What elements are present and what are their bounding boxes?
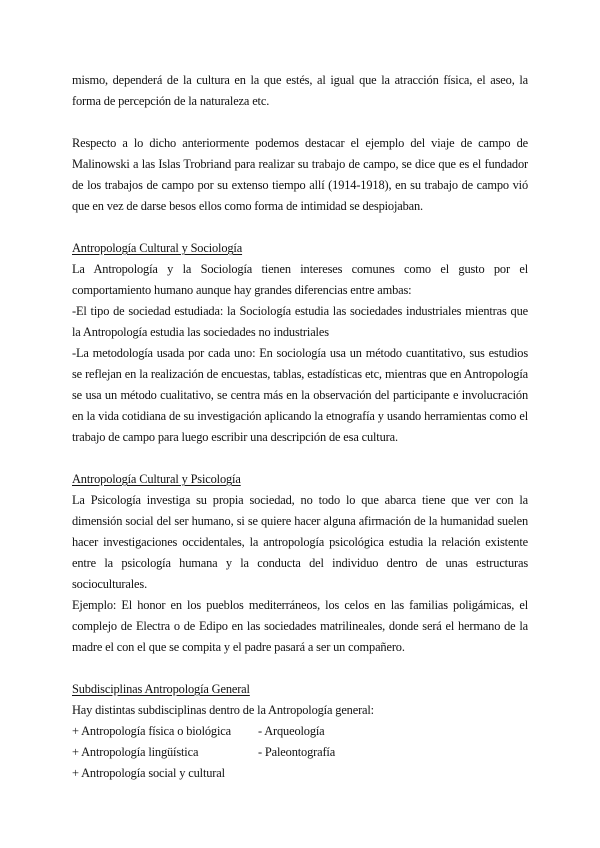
sociologia-paragraph: -La metodología usada por cada uno: En sociología usa un método cuantitativo, sus estudios se reflejan en la realización de encuestas, tablas, estadísticas etc, mientras que en Antropología se usa un método cualitativo, se centra más en la observación del participante e involucración en la vida cotidiana de su investigación aplicando la etnografía y usando herramientas como el trabajo de campo para luego escribir una descripción de esa cultura.: [72, 346, 528, 444]
section-heading-psicologia: Antropología Cultural y Psicología: [72, 472, 241, 486]
list-item-left: + Antropología social y cultural: [72, 766, 225, 780]
list-item-left: + Antropología física o biológica: [72, 724, 231, 738]
section-heading-subdisciplinas: Subdisciplinas Antropología General: [72, 682, 250, 696]
psicologia-paragraph: La Psicología investiga su propia sociedad, no todo lo que abarca tiene que ver con la dimensión social del ser humano, si se quiere hacer alguna afirmación de la humanidad suelen hacer investigaciones occidentales, la antropología psicológica estudia la relación existente entre la psicología humana y la conducta del individuo dentro de unas estructuras socioculturales.: [72, 493, 528, 591]
list-item: [72, 721, 528, 742]
psicologia-paragraph: Ejemplo: El honor en los pueblos mediterráneos, los celos en las familias poligámicas, el complejo de Electra o de Edipo en las sociedades matrilineales, donde será el hermano de la madre el con el que se compita y el padre pasará a ser un compañero.: [72, 598, 528, 654]
list-item-right: [258, 763, 528, 784]
document-body: [72, 70, 528, 784]
malinowski-paragraph: Respecto a lo dicho anteriormente podemos destacar el ejemplo del viaje de campo de Malinowski a las Islas Trobriand para realizar su trabajo de campo, se dice que es el fundador de los trabajos de campo por su extenso tiempo allí (1914-1918), en su trabajo de campo vió que en vez de darse besos ellos como forma de intimidad se despiojaban.: [72, 136, 528, 213]
list-item-left: + Antropología lingüística: [72, 745, 199, 759]
sociologia-paragraph: -El tipo de sociedad estudiada: la Sociología estudia las sociedades industriales mientras que la Antropología estudia las sociedades no industriales: [72, 304, 528, 339]
list-item: [72, 763, 528, 784]
list-item-right: - Paleontografía: [258, 745, 336, 759]
list-item: [72, 742, 528, 763]
intro-paragraph: mismo, dependerá de la cultura en la que estés, al igual que la atracción física, el aseo, la forma de percepción de la naturaleza etc.: [72, 73, 528, 108]
section-heading-sociologia: Antropología Cultural y Sociología: [72, 241, 243, 255]
sociologia-paragraph: La Antropología y la Sociología tienen intereses comunes como el gusto por el comportamiento humano aunque hay grandes diferencias entre ambas:: [72, 262, 528, 297]
list-item-right: - Arqueología: [258, 724, 325, 738]
subdisciplinas-intro: Hay distintas subdisciplinas dentro de la Antropología general:: [72, 703, 374, 717]
